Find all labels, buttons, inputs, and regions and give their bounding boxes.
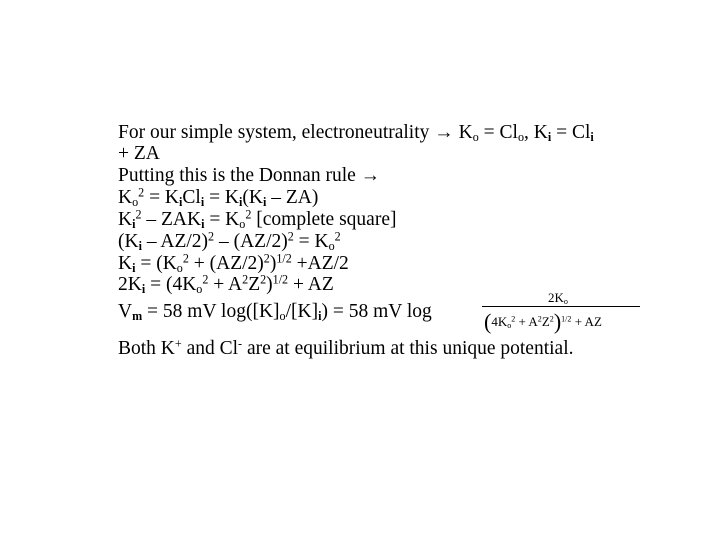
equation-line-1: $K_o^2 = K_iCl_i = K_i(K_i - ZA)$ — [118, 185, 319, 210]
fraction-denominator: $(4K_o^2 + A^2Z^2)^{1/2}$ + AZ — [484, 309, 602, 334]
equation-line-4: $K_i = (K_o^2 + (AZ/2)^2)^{1/2} +AZ/2$ — [118, 251, 349, 276]
text-line-plus-za: + ZA — [118, 143, 160, 164]
fraction-numerator: $2K_o$ — [548, 290, 568, 306]
equation-line-5: $2K_i = (4K_o^2 + A^2Z^2)^{1/2}$ + AZ — [118, 272, 334, 297]
fraction-bar — [482, 306, 640, 307]
log-fraction — [482, 289, 640, 335]
text-line-electroneutrality: For our simple system, electroneutrality → $K_o = Cl_o$, $K_i = Cl_i$ — [118, 122, 594, 145]
equation-line-3: $(K_i - AZ/2)^2 - (AZ/2)^2 = K_o^2$ — [118, 229, 341, 254]
text-line-equilibrium: Both K+ and Cl- are at equilibrium at this unique potential. — [118, 336, 574, 359]
text-line-donnan-rule: Putting this is the Donnan rule → — [118, 165, 381, 186]
equation-line-2: $K_i^2 - ZAK_i = K_o^2$ [complete square] — [118, 207, 397, 232]
equation-line-membrane-potential: $V_m = 58$ mV $\log([K]_o/[K]_i) = 58$ mV log — [118, 301, 432, 324]
